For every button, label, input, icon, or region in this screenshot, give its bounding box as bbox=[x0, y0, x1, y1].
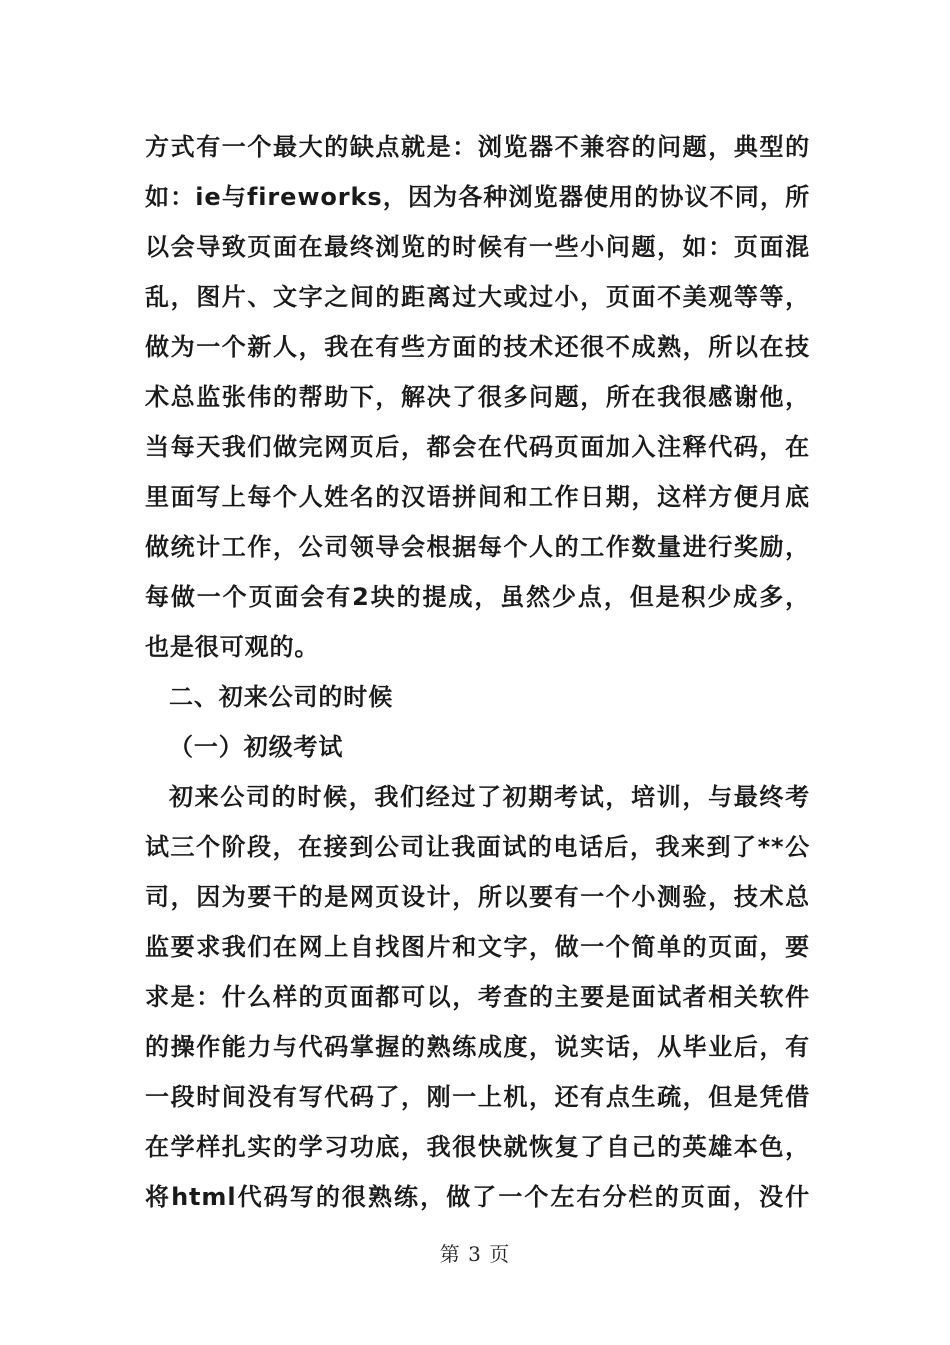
paragraph-line: 术总监张伟的帮助下，解决了很多问题，所在我很感谢他， bbox=[145, 383, 810, 411]
paragraph-line: 将html代码写的很熟练，做了一个左右分栏的页面，没什 bbox=[145, 1183, 810, 1211]
paragraph-line: 当每天我们做完网页后，都会在代码页面加入注释代码，在 bbox=[145, 433, 810, 461]
paragraph-line: 方式有一个最大的缺点就是：浏览器不兼容的问题，典型的 bbox=[145, 133, 810, 161]
subsection-heading: （一）初级考试 bbox=[169, 733, 344, 761]
paragraph-line: 试三个阶段，在接到公司让我面试的电话后，我来到了**公 bbox=[145, 833, 810, 861]
section-heading: 二、初来公司的时候 bbox=[169, 683, 394, 711]
paragraph-line: 初来公司的时候，我们经过了初期考试，培训，与最终考 bbox=[169, 783, 810, 811]
paragraph-line: 的操作能力与代码掌握的熟练成度，说实话，从毕业后，有 bbox=[145, 1033, 810, 1061]
paragraph-line: 在学样扎实的学习功底，我很快就恢复了自己的英雄本色， bbox=[145, 1133, 810, 1161]
document-body bbox=[145, 122, 810, 1222]
paragraph-line: 一段时间没有写代码了，刚一上机，还有点生疏，但是凭借 bbox=[145, 1083, 810, 1111]
paragraph-line: 监要求我们在网上自找图片和文字，做一个简单的页面，要 bbox=[145, 933, 810, 961]
paragraph-line: 如：ie与fireworks，因为各种浏览器使用的协议不同，所 bbox=[145, 183, 810, 211]
paragraph-line: 每做一个页面会有2块的提成，虽然少点，但是积少成多， bbox=[145, 583, 810, 611]
paragraph-line: 也是很可观的。 bbox=[145, 633, 320, 661]
paragraph-line: 做统计工作，公司领导会根据每个人的工作数量进行奖励， bbox=[145, 533, 810, 561]
paragraph-line: 以会导致页面在最终浏览的时候有一些小问题，如：页面混 bbox=[145, 233, 810, 261]
paragraph-line: 里面写上每个人姓名的汉语拼间和工作日期，这样方便月底 bbox=[145, 483, 810, 511]
paragraph-line: 司，因为要干的是网页设计，所以要有一个小测验，技术总 bbox=[145, 883, 810, 911]
paragraph-line: 求是：什么样的页面都可以，考查的主要是面试者相关软件 bbox=[145, 983, 810, 1011]
page-number: 第 3 页 bbox=[439, 1242, 511, 1266]
paragraph-line: 乱，图片、文字之间的距离过大或过小，页面不美观等等， bbox=[145, 283, 810, 311]
paragraph-line: 做为一个新人，我在有些方面的技术还很不成熟，所以在技 bbox=[145, 333, 810, 361]
